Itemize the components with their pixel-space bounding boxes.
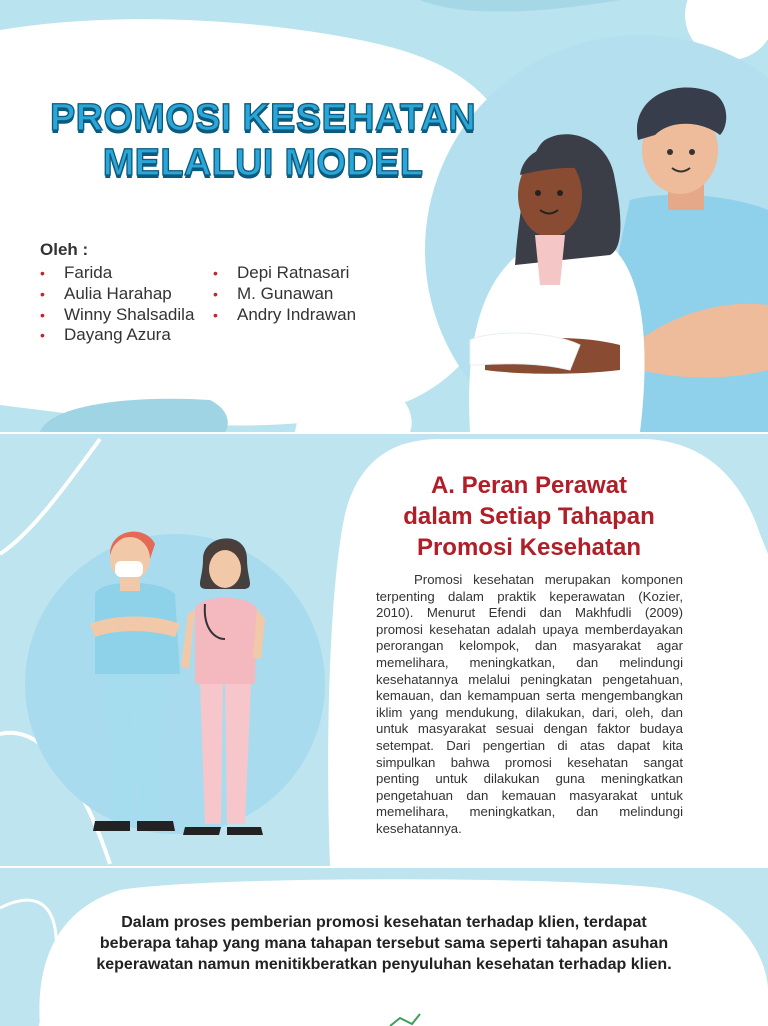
two-nurses-illustration bbox=[85, 509, 285, 839]
bullet-icon: • bbox=[40, 285, 45, 302]
section-heading-line-1: A. Peran Perawat bbox=[430, 472, 628, 499]
author-item: • Aulia Harahap bbox=[40, 283, 172, 303]
slide-1 bbox=[0, 0, 768, 432]
author-item: • Andry Indrawan bbox=[213, 304, 357, 324]
closing-line-3: keperawatan namun menitikberatkan penyuluhan kesehatan terhadap klien. bbox=[96, 956, 672, 973]
author-list-left bbox=[40, 263, 194, 346]
section-body-text: Promosi kesehatan merupakan komponen terpenting dalam praktik keperawatan (Kozier, 2010). Menurut Efendi dan Makhfudli (2009) promosi kesehatan adalah upaya memberdayakan perorangan kelompok, dan masyarakat agar memelihara, meningkatkan, dan melindungi kesehatannya melalui peningkatan pengetahuan, kemauan, dan kemampuan serta mengembangkan iklim yang mendukung, dilakukan, dari, oleh, dan untuk masyarakat sesuai dengan faktor budaya setempat. Dari pengertian di atas dapat kita simpulkan bahwa promosi kesehatan sangat penting untuk dilakukan guna meningkatkan pengetahuan dan kemauan masyarakat untuk memelihara, meningkatkan, dan melindungi kesehatannya. bbox=[376, 572, 683, 836]
author-item: • Depi Ratnasari bbox=[213, 263, 350, 282]
section-heading-line-2: dalam Setiap Tahapan bbox=[403, 503, 655, 530]
closing-line-1: Dalam proses pemberian promosi kesehatan terhadap klien, terdapat bbox=[121, 914, 647, 931]
bullet-icon: • bbox=[213, 285, 218, 302]
author-item: • Winny Shalsadila bbox=[40, 304, 195, 324]
author-item: • Dayang Azura bbox=[40, 325, 171, 345]
closing-line-2: beberapa tahap yang mana tahapan tersebut sama seperti tahapan asuhan bbox=[99, 935, 669, 952]
author-item: • M. Gunawan bbox=[213, 283, 334, 303]
section-heading-line-3: Promosi Kesehatan bbox=[416, 534, 642, 561]
bullet-icon: • bbox=[40, 306, 45, 323]
author-heading: Oleh : bbox=[40, 240, 89, 259]
bullet-icon: • bbox=[40, 327, 45, 344]
author-list-right bbox=[213, 263, 356, 325]
bullet-icon: • bbox=[213, 265, 218, 281]
title-line-2: MELALUI MODEL bbox=[102, 142, 424, 184]
closing-paragraph bbox=[60, 912, 708, 975]
author-item: • Farida bbox=[40, 263, 113, 282]
bullet-icon: • bbox=[40, 265, 45, 281]
bullet-icon: • bbox=[213, 306, 218, 323]
title-line-1: PROMOSI KESEHATAN bbox=[50, 97, 476, 139]
